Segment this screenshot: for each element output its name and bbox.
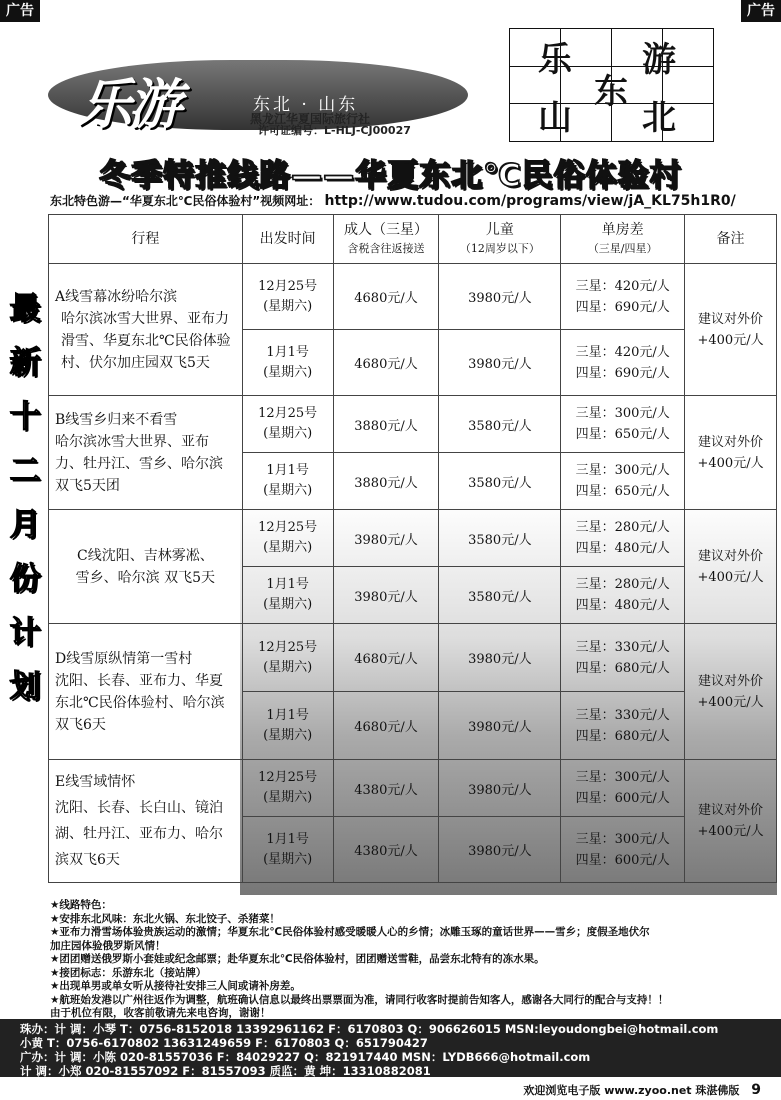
route-cell: D线雪原纵情第一雪村 沈阳、长春、亚布力、华夏东北℃民俗体验村、哈尔滨 双飞6天 <box>49 624 243 760</box>
route-cell: E线雪域情怀 沈阳、长春、长白山、镜泊湖、牡丹江、亚布力、哈尔滨双飞6天 <box>49 760 243 883</box>
headline: 冬季特推线路——华夏东北℃民俗体验村 <box>99 158 682 194</box>
table-row: 1月1号 (星期六) 4380元/人 3980元/人 三星：300元/人 四星：600元/人 <box>49 817 777 883</box>
table-header-row <box>49 215 777 264</box>
ad-label-right: 广告 <box>741 0 781 22</box>
note-cell: 建议对外价+400元/人 <box>685 510 777 624</box>
route-cell: B线雪乡归来不看雪 哈尔滨冰雪大世界、亚布力、牡丹江、雪乡、哈尔滨双飞5天团 <box>49 396 243 510</box>
table-row: B线雪乡归来不看雪 哈尔滨冰雪大世界、亚布力、牡丹江、雪乡、哈尔滨双飞5天团 12月25号 (星期六) 3880元/人 3580元/人 三星：300元/人 四星：650元/人 建议对外价+400元/人 <box>49 396 777 453</box>
table-row: D线雪原纵情第一雪村 沈阳、长春、亚布力、华夏东北℃民俗体验村、哈尔滨 双飞6天 12月25号 (星期六) 4680元/人 3980元/人 三星：330元/人 四星：680元/人 建议对外价+400元/人 <box>49 624 777 692</box>
header-route: 行程 <box>49 215 243 264</box>
logo-brand: 乐游 <box>78 72 178 136</box>
page-number: 9 <box>751 1082 761 1098</box>
table-row: 1月1号 (星期六) 3880元/人 3580元/人 三星：300元/人 四星：650元/人 <box>49 453 777 510</box>
license-number: 许可证编号：L-HLJ-CJ00027 <box>258 124 411 137</box>
logo-subtitle: 东北 · 山东 <box>253 95 359 115</box>
table-row: C线沈阳、吉林雾凇、 雪乡、哈尔滨 双飞5天 12月25号 (星期六) 3980元/人 3580元/人 三星：280元/人 四星：480元/人 建议对外价+400元/人 <box>49 510 777 567</box>
feature-line: ★出现单男或单女听从接待社安排三人间或请补房差。 <box>50 980 301 992</box>
sidebar-char: 划 <box>9 669 41 705</box>
feature-line: ★安排东北风味：东北火锅、东北饺子、杀猪菜！ <box>50 912 280 925</box>
contact-bar <box>0 1019 781 1077</box>
sidebar-char: 最 <box>9 291 41 327</box>
note-cell: 建议对外价+400元/人 <box>685 264 777 396</box>
header-single: 单房差 （三星/四星） <box>561 215 685 264</box>
contact-line: 珠办：计 调：小琴 T：0756-8152018 13392961162 F：6170803 Q：906626015 MSN:leyoudongbei@hotmail.com <box>20 1022 719 1036</box>
sidebar-char: 份 <box>9 561 41 597</box>
feature-line: ★航班始发港以广州往返作为调整，航班确认信息以最终出票票面为准，请同行收客时提前告知客人，感谢各大同行的配合与支持！！ <box>50 993 669 1006</box>
feature-line: 加庄园体验俄罗斯风情！ <box>50 939 166 952</box>
contact-line: 小黄 T：0756-6170802 13631249659 F：6170803 Q：651790427 <box>20 1036 428 1050</box>
feature-line: ★接团标志：乐游东北（接站牌） <box>50 966 207 979</box>
table-row: 1月1号 (星期六) 3980元/人 3580元/人 三星：280元/人 四星：480元/人 <box>49 567 777 624</box>
agency-name: 黑龙江华夏国际旅行社 <box>250 112 371 126</box>
feature-line: 由于机位有限，收客前敬请先来电咨询，谢谢！ <box>50 1007 271 1019</box>
contact-line: 计 调：小郑 020-81557092 F：81557093 质监：黄 坤：13310882081 <box>20 1064 431 1078</box>
table-row: 1月1号 (星期六) 4680元/人 3980元/人 三星：420元/人 四星：690元/人 <box>49 330 777 396</box>
sidebar-char: 计 <box>9 615 41 651</box>
page-footer <box>523 1082 761 1098</box>
grid-logo-char: 游 <box>642 40 676 80</box>
feature-line: ★亚布力滑雪场体验贵族运动的激情；华夏东北℃民俗体验村感受暖暖人心的乡情；冰雕玉琢的童话世界——雪乡；度假圣地伏尔 <box>50 926 650 938</box>
feature-line: ★团团赠送俄罗斯小套娃或纪念邮票；赴华夏东北℃民俗体验村，团团赠送雪鞋，品尝东北特有的冻水果。 <box>50 953 545 965</box>
feature-line: ★线路特色： <box>50 899 112 911</box>
header-date: 出发时间 <box>242 215 333 264</box>
grid-logo-char: 乐 <box>538 40 572 80</box>
sidebar-banner <box>2 212 48 897</box>
note-cell: 建议对外价+400元/人 <box>685 760 777 883</box>
sidebar-char: 月 <box>9 507 41 543</box>
grid-logo <box>509 28 714 142</box>
table-row: A线雪幕冰纷哈尔滨 哈尔滨冰雪大世界、亚布力滑雪、华夏东北℃民俗体验村、伏尔加庄园双飞5天 12月25号 (星期六) 4680元/人 3980元/人 三星：420元/人 四星：690元/人 建议对外价+400元/人 <box>49 264 777 330</box>
header-adult: 成人（三星） 含税含往返接送 <box>333 215 439 264</box>
grid-logo-char: 东 <box>594 72 628 112</box>
header-child: 儿童 （12周岁以下） <box>439 215 561 264</box>
video-label: 东北特色游—“华夏东北℃民俗体验村”视频网址： <box>50 194 321 208</box>
grid-logo-char: 北 <box>642 98 676 138</box>
route-cell: C线沈阳、吉林雾凇、 雪乡、哈尔滨 双飞5天 <box>49 510 243 624</box>
header-note: 备注 <box>685 215 777 264</box>
video-url[interactable]: http://www.tudou.com/programs/view/jA_KL75h1R0/ <box>324 193 736 209</box>
table-row: 1月1号 (星期六) 4680元/人 3980元/人 三星：330元/人 四星：680元/人 <box>49 692 777 760</box>
tour-table <box>48 214 777 883</box>
sidebar-char: 新 <box>9 345 41 381</box>
video-line <box>50 192 736 209</box>
sidebar-char: 二 <box>9 453 41 489</box>
table-row: E线雪域情怀 沈阳、长春、长白山、镜泊湖、牡丹江、亚布力、哈尔滨双飞6天 12月25号 (星期六) 4380元/人 3980元/人 三星：300元/人 四星：600元/人 建议对外价+400元/人 <box>49 760 777 817</box>
grid-logo-char: 山 <box>538 98 572 138</box>
sidebar-char: 十 <box>9 399 41 435</box>
ad-label-left: 广告 <box>0 0 40 22</box>
route-cell: A线雪幕冰纷哈尔滨 哈尔滨冰雪大世界、亚布力滑雪、华夏东北℃民俗体验村、伏尔加庄园双飞5天 <box>49 264 243 396</box>
footer-text: 欢迎浏览电子版 www.zyoo.net 珠湛佛版 <box>523 1084 740 1097</box>
route-features <box>50 899 780 1021</box>
note-cell: 建议对外价+400元/人 <box>685 624 777 760</box>
contact-line: 广办：计 调：小陈 020-81557036 F：84029227 Q：821917440 MSN：LYDB666@hotmail.com <box>20 1050 591 1064</box>
note-cell: 建议对外价+400元/人 <box>685 396 777 510</box>
